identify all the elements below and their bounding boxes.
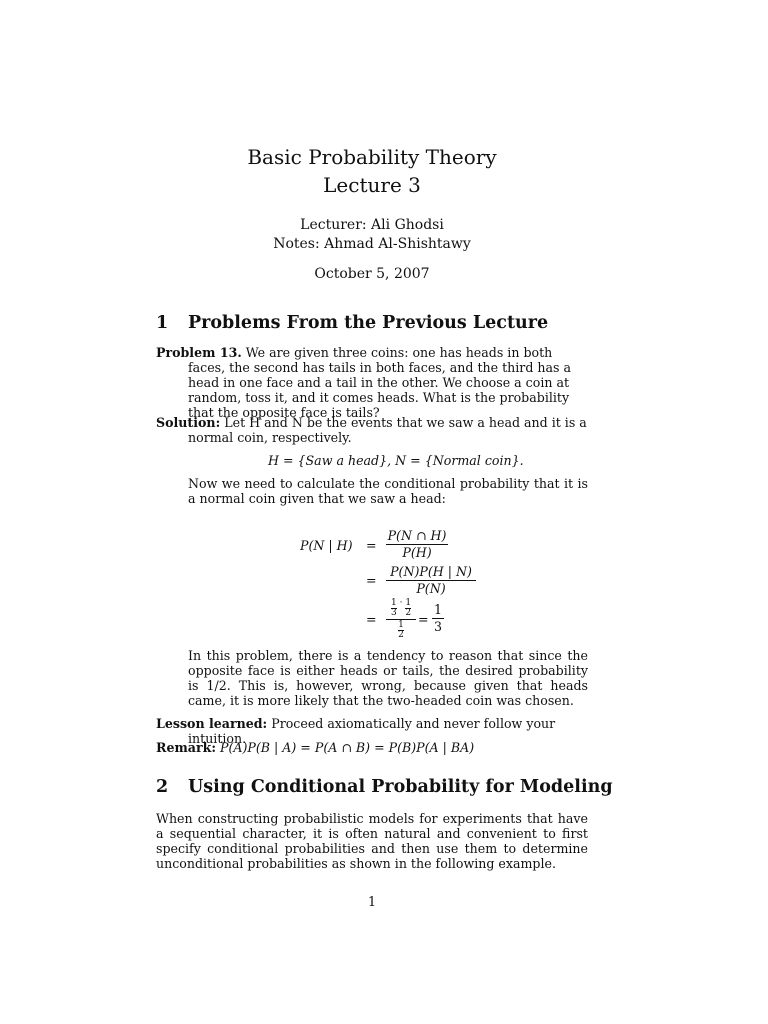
page-number: 1 bbox=[367, 895, 377, 910]
remark-text: P(A)P(B | A) = P(A ∩ B) = P(B)P(A | BA) bbox=[220, 740, 475, 755]
notes-line: Notes: Ahmad Al-Shishtawy bbox=[273, 236, 471, 252]
date-line: October 5, 2007 bbox=[314, 266, 430, 282]
lesson-text: Proceed axiomatically and never follow your intuition. bbox=[188, 716, 556, 746]
section-number: 1 bbox=[156, 313, 169, 333]
solution-label: Solution: bbox=[156, 415, 221, 430]
tendency-paragraph: In this problem, there is a tendency to reason that since the opposite face is either heads or tails, the desired probability is 1/2. This is, however, wrong, because given that heads came, it is more likely that the two-headed coin was chosen. bbox=[188, 648, 588, 708]
remark-label: Remark: bbox=[156, 740, 216, 755]
fraction-result-numerator: 1 bbox=[433, 602, 442, 617]
equation-equals-3: = bbox=[366, 612, 377, 627]
section-heading bbox=[156, 312, 548, 334]
fraction-3-denominator: $\frac{1}{2}$ bbox=[398, 620, 404, 640]
fraction-2-numerator: P(N)P(H | N) bbox=[390, 564, 472, 579]
lesson-label: Lesson learned: bbox=[156, 716, 268, 731]
section-heading bbox=[156, 776, 613, 798]
conditional-text: Now we need to calculate the conditional probability that it is a normal coin given that we saw a head: bbox=[188, 476, 588, 506]
problem-text: We are given three coins: one has heads in both faces, the second has tails in both faces, and the third has a head in one face and a tail in the other. We choose a coin at random, toss it, and it comes heads. What is the probability that the opposite face is tails? bbox=[188, 345, 571, 420]
section-title: Problems From the Previous Lecture bbox=[188, 313, 549, 333]
fraction-1-numerator: P(N ∩ H) bbox=[387, 528, 447, 543]
fraction-result bbox=[432, 603, 444, 634]
problem-paragraph bbox=[156, 345, 588, 420]
lecturer-line: Lecturer: Ali Ghodsi bbox=[300, 217, 444, 233]
problem-label: Problem 13. bbox=[156, 345, 242, 360]
equation-equals-4: = bbox=[418, 612, 429, 627]
fraction-1-denominator: P(H) bbox=[402, 545, 432, 560]
equation-lhs: P(N | H) bbox=[300, 538, 353, 553]
paper-subtitle: Lecture 3 bbox=[323, 173, 421, 197]
remark-paragraph bbox=[156, 740, 588, 755]
fraction-result-denominator: 3 bbox=[433, 619, 442, 634]
fraction-1 bbox=[386, 529, 448, 560]
section-title: Using Conditional Probability for Modeling bbox=[188, 777, 613, 797]
fraction-2-denominator: P(N) bbox=[416, 581, 446, 596]
fraction-3-numerator: $\frac{1}{3}$ · $\frac{1}{2}$ bbox=[390, 598, 412, 618]
solution-text: Let H and N be the events that we saw a head and it is a normal coin, respectively. bbox=[188, 415, 587, 445]
section-2-paragraph: When constructing probabilistic models for experiments that have a sequential character, it is often natural and convenient to first specify conditional probabilities and then use them to determine unconditional probabilities as shown in the following example. bbox=[156, 811, 588, 871]
fraction-2 bbox=[386, 565, 476, 596]
solution-paragraph bbox=[156, 415, 588, 445]
equation-equals-2: = bbox=[366, 573, 377, 588]
equation-equals-1: = bbox=[366, 538, 377, 553]
section-number: 2 bbox=[156, 777, 169, 797]
fraction-3 bbox=[386, 599, 416, 640]
event-definition: H = {Saw a head}, N = {Normal coin}. bbox=[268, 453, 524, 468]
paper-title: Basic Probability Theory bbox=[247, 145, 497, 169]
